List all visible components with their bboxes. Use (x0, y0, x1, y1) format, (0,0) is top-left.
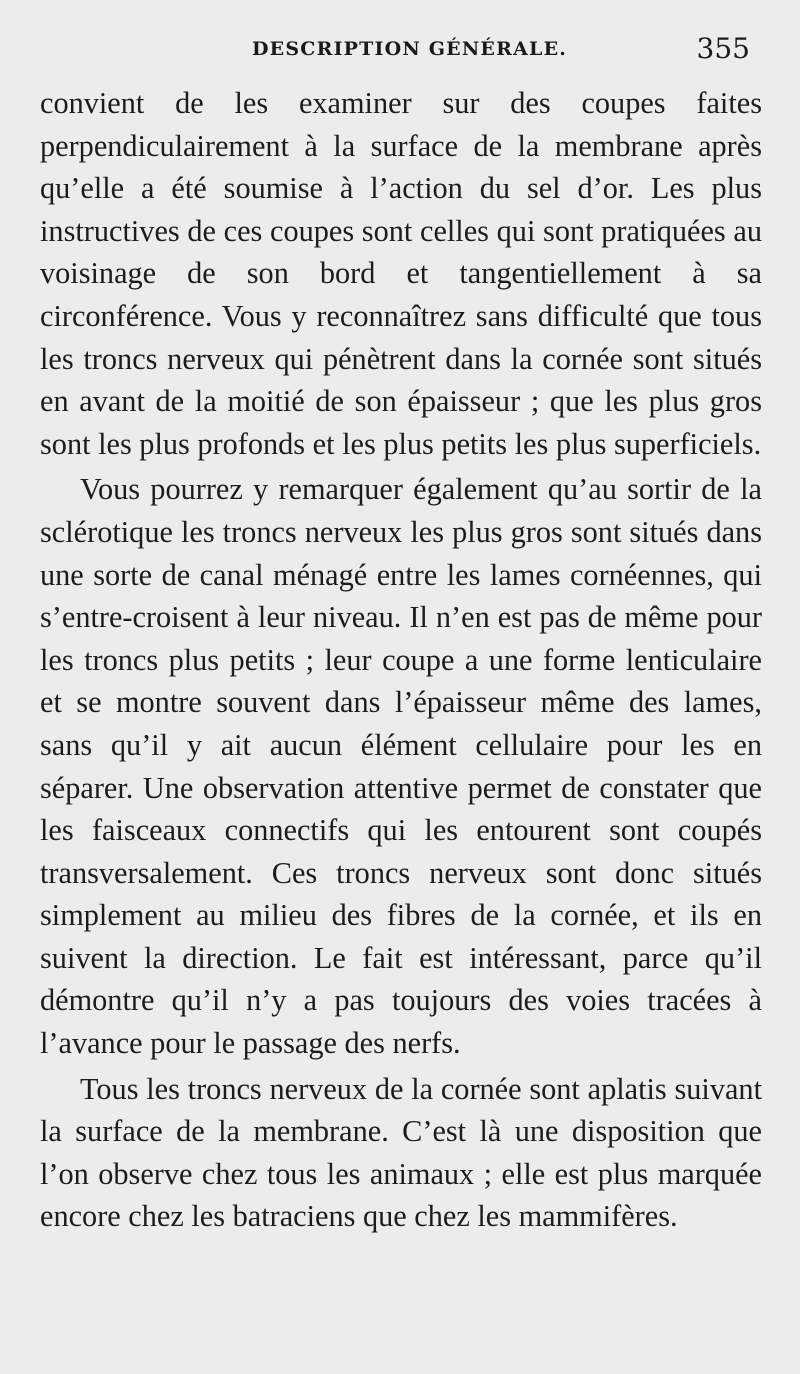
paragraph-1: convient de les examiner sur des coupes faites perpendiculairement à la surface de la membrane après qu’elle a été soumise à l’action du sel d’or. Les plus instructives de ces coupes sont celles qui sont pratiquées au voisinage de son bord et tangentiellement à sa circonférence. Vous y reconnaîtrez sans difficulté que tous les troncs nerveux qui pénètrent dans la cornée sont situés en avant de la moitié de son épaisseur ; que les plus gros sont les plus profonds et les plus petits les plus superficiels. (40, 86, 762, 461)
page-header (0, 32, 800, 70)
body-text (40, 82, 762, 1238)
paragraph-3: Tous les troncs nerveux de la cornée sont aplatis suivant la surface de la membrane. C’est là une disposition que l’on observe chez tous les animaux ; elle est plus marquée encore chez les batraciens que chez les mammifères. (40, 1071, 762, 1234)
page-number: 355 (696, 32, 750, 65)
running-title: DESCRIPTION GÉNÉRALE. (252, 38, 568, 60)
paragraph-2: Vous pourrez y remarquer également qu’au sortir de la sclérotique les troncs nerveux les plus gros sont situés dans une sorte de canal ménagé entre les lames cornéennes, qui s’entre-croisent à leur niveau. Il n’en est pas de même pour les troncs plus petits ; leur coupe a une forme lenticulaire et se montre souvent dans l’épaisseur même des lames, sans qu’il y ait aucun élément cellulaire pour les en séparer. Une observation attentive permet de constater que les faisceaux connectifs qui les entourent sont coupés transversalement. Ces troncs nerveux sont donc situés simplement au milieu des fibres de la cornée, et ils en suivent la direction. Le fait est intéressant, parce qu’il démontre qu’il n’y a pas toujours des voies tracées à l’avance pour le passage des nerfs. (40, 472, 762, 1061)
